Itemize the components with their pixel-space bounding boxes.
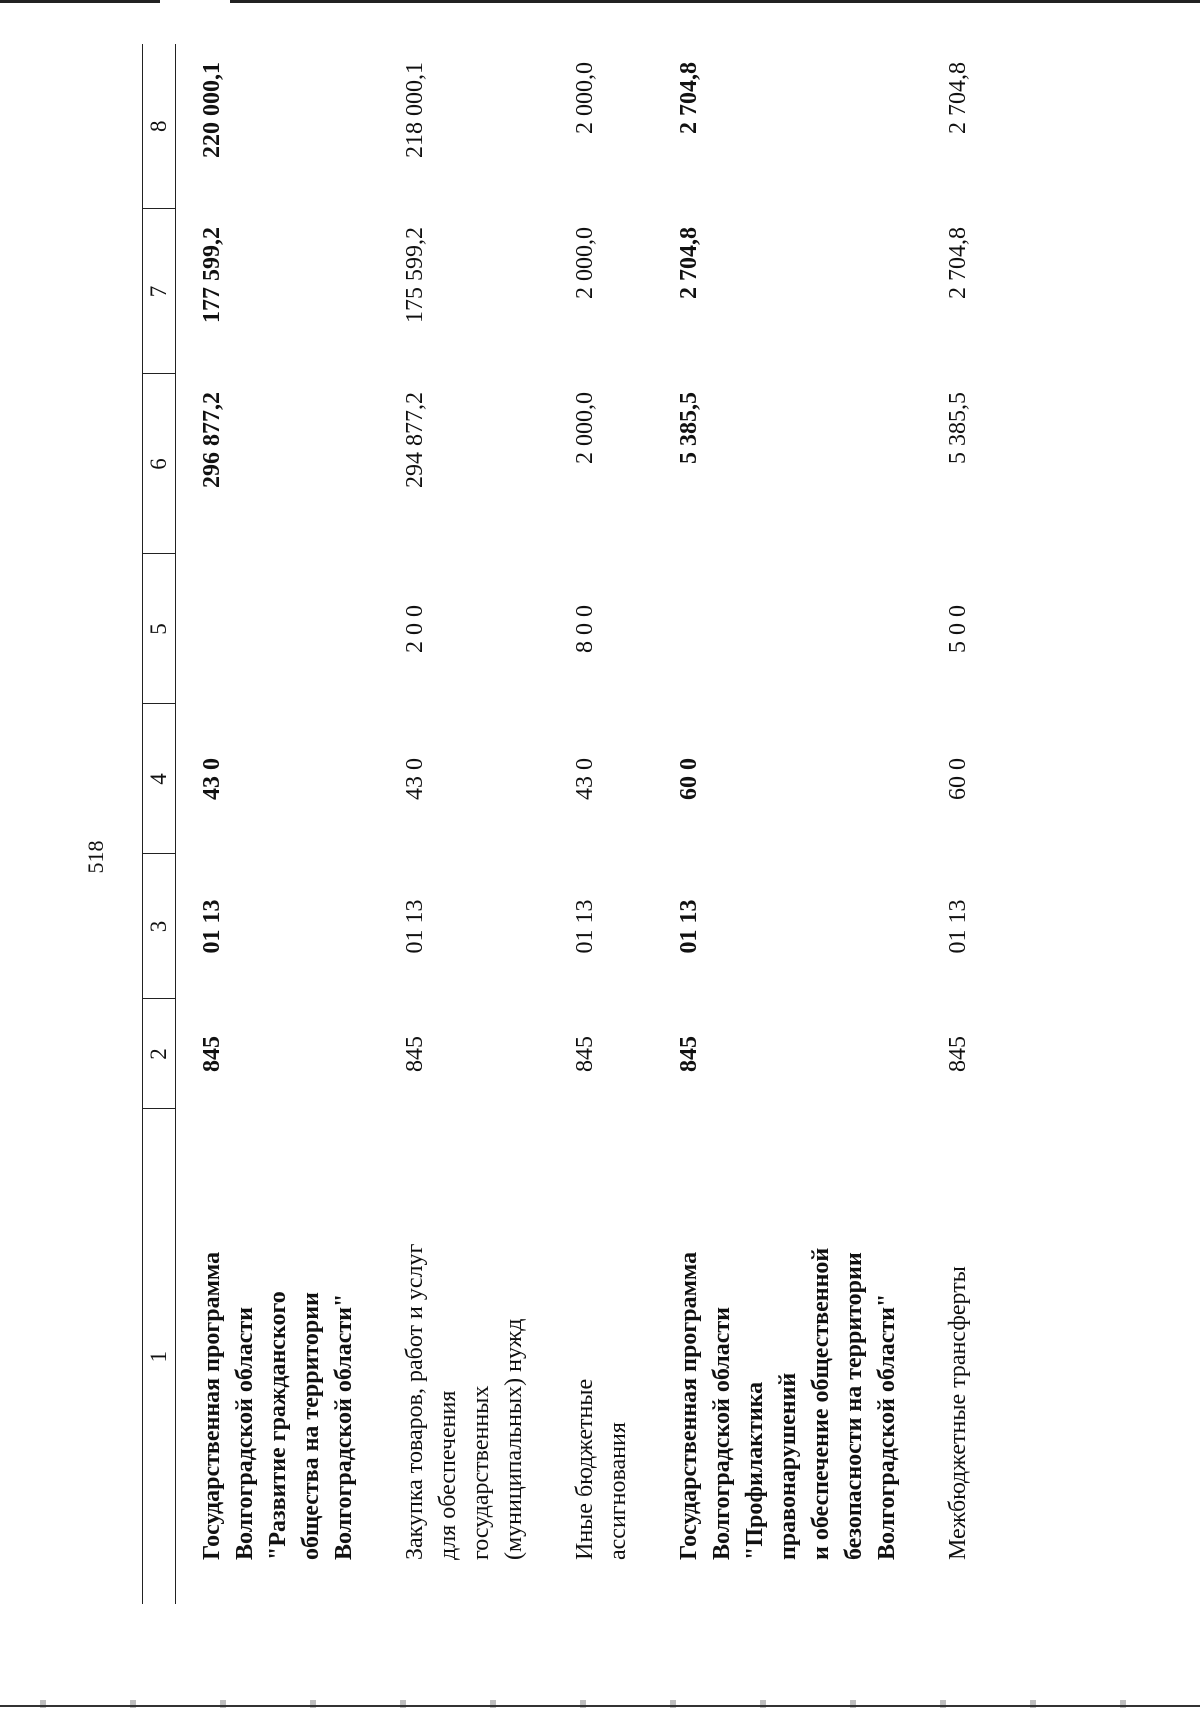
cell-program-code: 43 0 xyxy=(572,758,598,800)
row-name: Государственная программа Волгоградской области "Развитие гражданского общества на территории Волгоградской области" xyxy=(199,1251,357,1560)
cell-section-code: 01 13 xyxy=(199,899,225,954)
col-header-7: 7 xyxy=(143,209,176,374)
row-name: Иные бюджетные ассигнования xyxy=(572,1378,631,1560)
col-header-1: 1 xyxy=(143,1109,176,1604)
cell-amount-7: 2 704,8 xyxy=(945,227,971,299)
col-header-6: 6 xyxy=(143,374,176,554)
cell-section-code: 01 13 xyxy=(676,899,702,954)
col-header-3: 3 xyxy=(143,854,176,999)
cell-section-code: 01 13 xyxy=(945,899,971,954)
cell-amount-7: 2 000,0 xyxy=(572,227,598,299)
cell-ministry-code: 845 xyxy=(572,1036,598,1072)
col-header-8: 8 xyxy=(143,44,176,209)
cell-ministry-code: 845 xyxy=(676,1036,702,1072)
col-header-2: 2 xyxy=(143,999,176,1109)
col-header-4: 4 xyxy=(143,704,176,854)
cell-amount-6: 5 385,5 xyxy=(676,392,702,464)
cell-amount-6: 5 385,5 xyxy=(945,392,971,464)
cell-program-code: 43 0 xyxy=(199,758,225,800)
col-header-5: 5 xyxy=(143,554,176,704)
table-row xyxy=(922,44,993,1604)
cell-amount-8: 2 000,0 xyxy=(572,62,598,134)
cell-ministry-code: 845 xyxy=(402,1036,428,1072)
cell-expense-type: 2 0 0 xyxy=(402,605,428,653)
budget-table-wrapper xyxy=(142,44,993,1604)
table-row xyxy=(549,44,653,1604)
cell-section-code: 01 13 xyxy=(402,899,428,954)
cell-section-code: 01 13 xyxy=(572,899,598,954)
cell-expense-type: 5 0 0 xyxy=(945,605,971,653)
budget-table xyxy=(142,44,993,1604)
cell-program-code: 60 0 xyxy=(945,758,971,800)
cell-program-code: 60 0 xyxy=(676,758,702,800)
cell-ministry-code: 845 xyxy=(945,1036,971,1072)
cell-expense-type xyxy=(653,554,922,704)
cell-amount-7: 177 599,2 xyxy=(199,227,225,323)
cell-ministry-code: 845 xyxy=(199,1036,225,1072)
cell-amount-6: 294 877,2 xyxy=(402,392,428,488)
cell-amount-6: 2 000,0 xyxy=(572,392,598,464)
header-row xyxy=(143,44,176,1604)
row-name: Закупка товаров, работ и услуг для обеспечения государственных (муниципальных) нужд xyxy=(402,1243,527,1560)
cell-expense-type: 8 0 0 xyxy=(572,605,598,653)
row-name: Государственная программа Волгоградской области "Профилактика правонарушений и обеспечение общественной безопасности на территории Волгоградской области" xyxy=(676,1247,900,1560)
cell-amount-6: 296 877,2 xyxy=(199,392,225,488)
page-number: 518 xyxy=(83,840,108,874)
table-row xyxy=(653,44,922,1604)
cell-amount-7: 2 704,8 xyxy=(676,227,702,299)
cell-program-code: 43 0 xyxy=(402,758,428,800)
cell-amount-8: 2 704,8 xyxy=(676,62,702,134)
cell-amount-8: 220 000,1 xyxy=(199,62,225,158)
cell-expense-type xyxy=(176,554,380,704)
cell-amount-8: 218 000,1 xyxy=(402,62,428,158)
cell-amount-8: 2 704,8 xyxy=(945,62,971,134)
table-row xyxy=(379,44,549,1604)
row-name: Межбюджетные трансферты xyxy=(945,1266,971,1560)
cell-amount-7: 175 599,2 xyxy=(402,227,428,323)
table-row xyxy=(176,44,380,1604)
